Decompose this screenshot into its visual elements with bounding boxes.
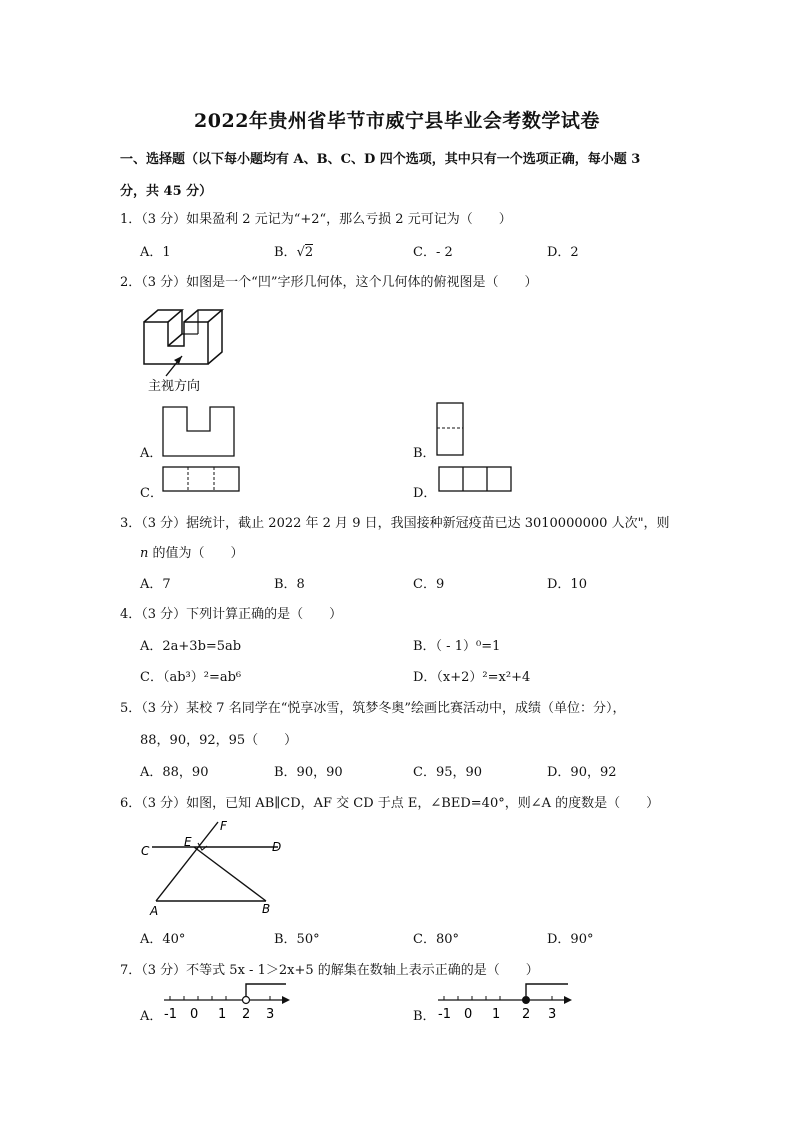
question-3-option-a: A．7 — [140, 577, 171, 592]
question-7-option-a-number-line — [160, 978, 294, 1022]
question-1-option-c: C．- 2 — [413, 245, 453, 260]
question-4-option-a: A．2a+3b=5ab — [140, 639, 242, 654]
question-2-stem: 2．（3 分）如图是一个“凹”字形几何体，这个几何体的俯视图是（ ） — [120, 275, 538, 290]
question-2-option-b-figure — [436, 402, 466, 458]
question-5-option-b: B．90，90 — [274, 765, 343, 780]
question-5-option-a: A．88，90 — [140, 765, 209, 780]
question-6-option-a: A．40° — [140, 932, 186, 947]
question-4-option-c: C．（ab³）²=ab⁶ — [140, 670, 242, 685]
question-6-option-b: B．50° — [274, 932, 320, 947]
question-7-stem: 7．（3 分）不等式 5x - 1＞2x+5 的解集在数轴上表示正确的是（ ） — [120, 963, 539, 978]
question-6-option-d: D．90° — [547, 932, 594, 947]
question-1-option-b-radicand: 2 — [304, 245, 314, 260]
question-3-option-c: C．9 — [413, 577, 445, 592]
question-2-option-a-label: A． — [140, 446, 163, 461]
tick-label-0: 0 — [464, 1007, 473, 1022]
tick-label-1: 1 — [218, 1007, 227, 1022]
question-3-stem-line1: 3．（3 分）据统计，截止 2022 年 2 月 9 日，我国接种新冠疫苗已达 3010000000 人次"，则 — [120, 516, 670, 531]
question-1-option-b — [274, 241, 313, 260]
question-7-option-b-number-line — [434, 978, 578, 1022]
question-3-stem-line2 — [140, 542, 244, 561]
tick-label-2: 2 — [242, 1007, 251, 1022]
question-3-stem-line2-text: 的值为（ ） — [148, 546, 244, 561]
page-title: 2022年贵州省毕节市威宁县毕业会考数学试卷 — [194, 110, 600, 132]
section-header-line1: 一、选择题（以下每小题均有 A、B、C、D 四个选项，其中只有一个选项正确，每小题 3 — [120, 152, 641, 167]
question-5-option-d: D．90，92 — [547, 765, 617, 780]
point-e-label: E — [184, 835, 192, 849]
question-2-option-d-label: D． — [413, 486, 437, 501]
tick-label-1: 1 — [492, 1007, 501, 1022]
question-4-stem: 4．（3 分）下列计算正确的是（ ） — [120, 607, 343, 622]
question-1-stem: 1．（3 分）如果盈利 2 元记为“+2“，那么亏损 2 元可记为（ ） — [120, 212, 512, 227]
question-2-option-c-label: C． — [140, 486, 163, 501]
tick-label-neg1: -1 — [164, 1007, 177, 1022]
question-5-stem-line2: 88，90，92，95（ ） — [140, 733, 298, 748]
tick-label-0: 0 — [190, 1007, 199, 1022]
question-6-geometry-figure — [138, 814, 298, 920]
sqrt-symbol: √ — [296, 245, 305, 260]
question-2-option-a-figure — [162, 406, 236, 458]
question-2-figure-label: 主视方向 — [148, 379, 201, 394]
tick-label-3: 3 — [266, 1007, 275, 1022]
question-6-stem: 6．（3 分）如图，已知 AB∥CD，AF 交 CD 于点 E，∠BED=40°，则∠A 的度数是（ ） — [120, 796, 660, 811]
question-2-solid-figure — [138, 302, 248, 394]
question-2-option-d-figure — [438, 466, 514, 494]
question-2-option-c-figure — [162, 466, 242, 494]
tick-label-neg1: -1 — [438, 1007, 451, 1022]
point-d-label: D — [272, 840, 282, 854]
tick-label-2: 2 — [522, 1007, 531, 1022]
question-3-option-d: D．10 — [547, 577, 587, 592]
point-c-label: C — [141, 844, 150, 858]
question-1-option-a: A．1 — [140, 245, 171, 260]
tick-label-3: 3 — [548, 1007, 557, 1022]
point-f-label: F — [220, 819, 227, 833]
point-b-label: B — [262, 902, 271, 916]
question-7-option-b-label: B． — [413, 1009, 436, 1024]
question-5-stem-line1: 5．（3 分）某校 7 名同学在“悦享冰雪，筑梦冬奥”绘画比赛活动中，成绩（单位：分）， — [120, 701, 626, 716]
question-1-option-d: D．2 — [547, 245, 579, 260]
question-3-option-b: B．8 — [274, 577, 305, 592]
question-1-option-b-prefix: B． — [274, 245, 297, 260]
section-header-line2: 分，共 45 分） — [120, 184, 213, 199]
point-a-label: A — [150, 904, 159, 918]
question-3-variable: n — [140, 546, 149, 561]
question-2-option-b-label: B． — [413, 446, 436, 461]
question-4-option-d: D．（x+2）²=x²+4 — [413, 670, 531, 685]
question-5-option-c: C．95，90 — [413, 765, 483, 780]
question-7-option-a-label: A． — [140, 1009, 163, 1024]
question-6-option-c: C．80° — [413, 932, 459, 947]
question-4-option-b: B．（ - 1）⁰=1 — [413, 639, 501, 654]
